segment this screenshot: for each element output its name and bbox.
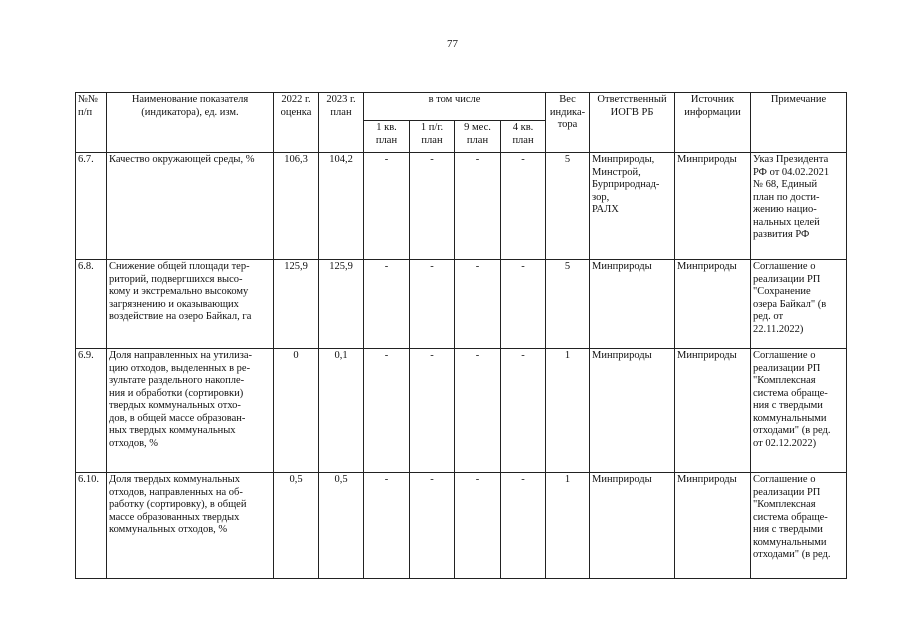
note: Указ Президента РФ от 04.02.2021 № 68, Единый план по дости- жению нацио- нальных целей развития РФ	[751, 153, 847, 260]
responsible-body: Минприроды, Минстрой, Бурприроднад- зор, РАЛХ	[590, 153, 675, 260]
note: Соглашение о реализации РП "Сохранение озера Байкал" (в ред. от 22.11.2022)	[751, 260, 847, 349]
header-source: Источник информации	[675, 93, 751, 153]
header-note: Примечание	[751, 93, 847, 153]
value-q1: -	[364, 349, 410, 473]
header-9m: 9 мес. план	[455, 121, 501, 153]
table-row	[76, 153, 847, 260]
row-number: 6.7.	[76, 153, 107, 260]
value-h1: -	[410, 473, 455, 579]
header-responsible: Ответственный ИОГВ РБ	[590, 93, 675, 153]
indicator-name: Качество окружающей среды, %	[107, 153, 274, 260]
header-q4: 4 кв. план	[501, 121, 546, 153]
value-9m: -	[455, 473, 501, 579]
value-q4: -	[501, 260, 546, 349]
table-row	[76, 349, 847, 473]
value-h1: -	[410, 349, 455, 473]
header-group: в том числе	[364, 93, 546, 121]
info-source: Минприроды	[675, 153, 751, 260]
row-number: 6.10.	[76, 473, 107, 579]
header-h1: 1 п/г. план	[410, 121, 455, 153]
header-2022: 2022 г. оценка	[274, 93, 319, 153]
value-h1: -	[410, 260, 455, 349]
note: Соглашение о реализации РП "Комплексная система обраще- ния с твердыми коммунальными отходами" (в ред. от 02.12.2022)	[751, 349, 847, 473]
value-2023: 104,2	[319, 153, 364, 260]
value-q4: -	[501, 473, 546, 579]
row-number: 6.9.	[76, 349, 107, 473]
responsible-body: Минприроды	[590, 473, 675, 579]
value-2023: 0,1	[319, 349, 364, 473]
value-2022: 106,3	[274, 153, 319, 260]
indicator-weight: 1	[546, 473, 590, 579]
row-number: 6.8.	[76, 260, 107, 349]
value-2022: 0	[274, 349, 319, 473]
note: Соглашение о реализации РП "Комплексная система обраще- ния с твердыми коммунальными отходами" (в ред.	[751, 473, 847, 579]
info-source: Минприроды	[675, 349, 751, 473]
value-q4: -	[501, 349, 546, 473]
value-q1: -	[364, 473, 410, 579]
indicator-weight: 5	[546, 260, 590, 349]
header-weight: Вес индика- тора	[546, 93, 590, 153]
value-2023: 0,5	[319, 473, 364, 579]
info-source: Минприроды	[675, 260, 751, 349]
value-2022: 125,9	[274, 260, 319, 349]
indicator-weight: 1	[546, 349, 590, 473]
value-2022: 0,5	[274, 473, 319, 579]
value-9m: -	[455, 349, 501, 473]
value-2023: 125,9	[319, 260, 364, 349]
value-h1: -	[410, 153, 455, 260]
responsible-body: Минприроды	[590, 349, 675, 473]
indicator-name: Снижение общей площади тер- риторий, подвергшихся высо- кому и экстремально высокому загрязнению и оказывающих воздействие на озеро Байкал, га	[107, 260, 274, 349]
indicator-name: Доля твердых коммунальных отходов, направленных на об- работку (сортировку), в общей массе образованных твердых коммунальных отходов, %	[107, 473, 274, 579]
header-2023: 2023 г. план	[319, 93, 364, 153]
header-name: Наименование показателя (индикатора), ед. изм.	[107, 93, 274, 153]
indicator-table	[75, 92, 847, 579]
value-q1: -	[364, 153, 410, 260]
page-number: 77	[447, 38, 458, 50]
header-q1: 1 кв. план	[364, 121, 410, 153]
header-num: №№ п/п	[76, 93, 107, 153]
value-q4: -	[501, 153, 546, 260]
value-9m: -	[455, 260, 501, 349]
value-9m: -	[455, 153, 501, 260]
table-row	[76, 473, 847, 579]
info-source: Минприроды	[675, 473, 751, 579]
table-row	[76, 260, 847, 349]
indicator-name: Доля направленных на утилиза- цию отходов, выделенных в ре- зультате раздельного накопле- ния и обработки (сортировки) твердых коммунальных отхо- дов, в общей массе образован- ных твердых коммунальных отходов, %	[107, 349, 274, 473]
indicator-weight: 5	[546, 153, 590, 260]
value-q1: -	[364, 260, 410, 349]
responsible-body: Минприроды	[590, 260, 675, 349]
